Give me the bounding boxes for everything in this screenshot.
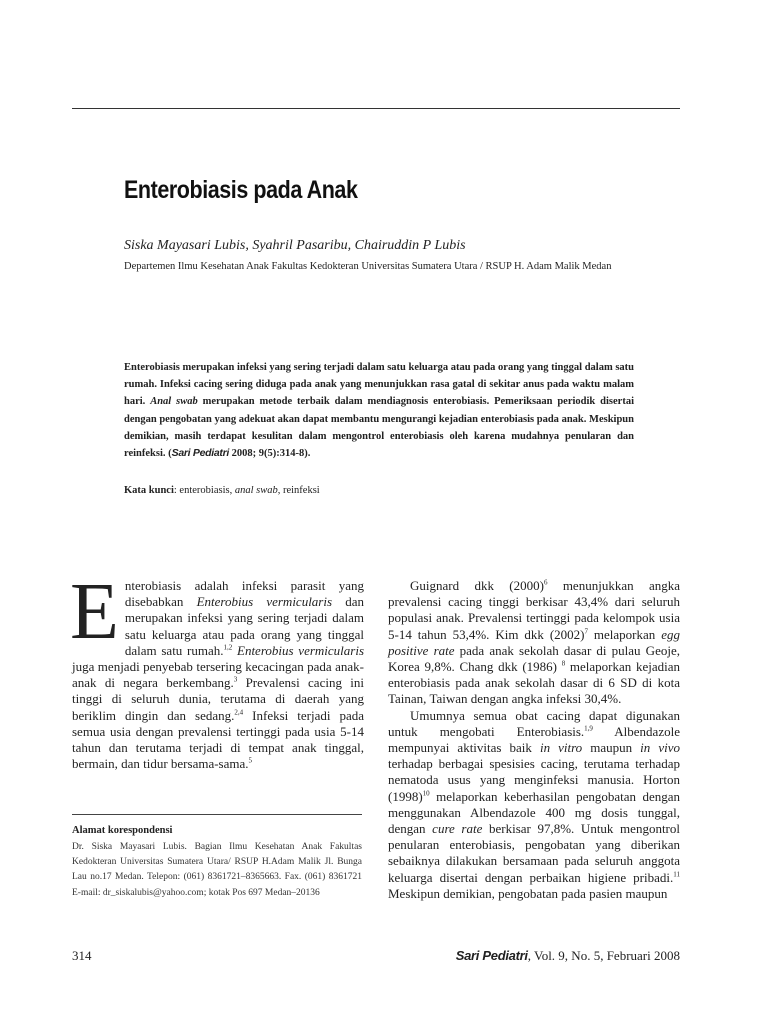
body-text: Guignard dkk (2000) [410, 578, 544, 593]
authors: Siska Mayasari Lubis, Syahril Pasaribu, Chairuddin P Lubis [124, 238, 466, 253]
drop-cap: E [70, 568, 119, 656]
body-text: maupun [582, 740, 641, 756]
abstract-citation: 2008; 9(5):314-8). [229, 448, 311, 460]
abstract-journal-name: Sari Pediatri [171, 447, 230, 460]
body-italic: Enterobius vermicularis [196, 594, 333, 610]
reference-superscript: 3 [233, 675, 238, 684]
page-number: 314 [72, 948, 92, 963]
reference-superscript: 1,2 [223, 643, 233, 652]
body-text: Infeksi terjadi pada semua usia dengan prevalensi tertinggi pada usia 5-14 tahun dan terutama terjadi di tempat anak tinggal, bermain, dan tidur bersama-sama. [72, 707, 365, 772]
abstract-anal-swab: Anal swab [150, 396, 198, 408]
body-text: nterobiasis adalah infeksi parasit yang disebabkan [124, 578, 364, 610]
body-italic: egg positive rate [388, 626, 680, 658]
abstract [124, 359, 634, 462]
body-paragraph [388, 578, 680, 708]
body-italic: cure rate [432, 821, 483, 837]
running-footer [456, 948, 680, 964]
body-text: terhadap berbagai spesisies cacing, terutama terhadap nematoda usus yang menginfeksi manusia. Horton (1998) [388, 756, 680, 804]
article-title: Enterobiasis pada Anak [124, 176, 358, 204]
body-text: melaporkan keberhasilan pengobatan dengan menggunakan Albendazole 400 mg dosis tunggal, dengan [388, 788, 680, 837]
reference-superscript: 1,9 [584, 724, 593, 733]
abstract-text: merupakan metode terbaik dalam mendiagnosis enterobiasis. Pemeriksaan periodik disertai dengan pengobatan yang adekuat akan dapat membantu mengurangi kejadian enterobiasis pada anak. Meskipun demikian, masih terdapat kesulitan dalam mengontrol enterobiasis oleh karena mudahnya penularan dan reinfeksi. ( [124, 396, 634, 460]
body-column-right [388, 578, 680, 902]
correspondence-rule [72, 814, 362, 815]
keywords [124, 485, 320, 496]
body-text: berkisar 97,8%. Untuk mengontrol penularan enterobiasis, pengobatan yang diberikan sebaiknya dilakukan bersamaan pada seluruh anggota keluarga disertai dengan perbaikan higiene pribadi. [388, 821, 680, 885]
footer-journal-name: Sari Pediatri [455, 948, 528, 963]
reference-superscript: 7 [584, 627, 588, 636]
footer-issue: , Vol. 9, No. 5, Februari 2008 [527, 948, 680, 963]
body-text: Umumnya semua obat cacing dapat digunakan untuk mengobati Enterobiasis. [388, 707, 680, 739]
body-text: menunjukkan angka prevalensi cacing tinggi berkisar 43,4% dari seluruh populasi anak. Prevalensi tertinggi pada kelompok usia 5-14 tahun 53,4%. Kim dkk (2002) [388, 578, 680, 642]
reference-superscript: 8 [561, 659, 566, 668]
reference-superscript: 6 [543, 578, 548, 587]
body-column-left [70, 568, 365, 772]
body-text: melaporkan kejadian enterobiasis pada anak sekolah dasar di 6 SD di kota Tainan, Taiwan dengan angka infeksi 30,4%. [388, 659, 681, 707]
reference-superscript: 5 [248, 756, 253, 765]
body-text: Prevalensi cacing ini tinggi di seluruh dunia, terutama di daerah yang beriklim dingin dan sedang. [72, 675, 364, 723]
keywords-text: : enterobiasis, [173, 485, 235, 496]
reference-superscript: 11 [673, 870, 680, 879]
reference-superscript: 2,4 [234, 708, 244, 717]
body-text: pada anak sekolah dasar di pulau Geoje, Korea 9,8%. Chang dkk (1986) [388, 642, 680, 675]
body-italic: Enterobius vermicularis [237, 642, 365, 658]
body-italic: in vitro [539, 740, 583, 756]
body-italic: in vivo [640, 740, 680, 756]
body-text: melaporkan [587, 626, 662, 642]
body-paragraph [70, 568, 365, 772]
body-paragraph [388, 708, 680, 902]
keywords-italic: anal swab [234, 485, 278, 496]
keywords-text: , reinfeksi [277, 485, 320, 496]
affiliation: Departemen Ilmu Kesehatan Anak Fakultas Kedokteran Universitas Sumatera Utara / RSUP H. Adam Malik Medan [124, 261, 612, 272]
reference-superscript: 10 [422, 789, 430, 798]
correspondence-text: Dr. Siska Mayasari Lubis. Bagian Ilmu Kesehatan Anak Fakultas Kedokteran Universitas Sumatera Utara/ RSUP H.Adam Malik Jl. Bunga Lau no.17 Medan. Telepon: (061) 8361721–8365663. Fax. (061) 8361721 E-mail: dr_siskalubis@yahoo.com; kotak Pos 697 Medan–20136 [72, 842, 362, 898]
keywords-label: Kata kunci [124, 485, 174, 496]
header-rule [72, 108, 680, 109]
body-text: dan merupakan infeksi yang sering terjadi dalam satu keluarga atau pada orang yang tinggal dalam satu rumah. [124, 594, 365, 658]
body-text: Albendazole mempunyai aktivitas baik [388, 723, 680, 756]
abstract-text: Enterobiasis merupakan infeksi yang sering terjadi dalam satu keluarga atau pada orang yang tinggal dalam satu rumah. Infeksi cacing sering diduga pada anak yang menunjukkan rasa gatal di sekitar anus pada waktu malam hari. [124, 362, 634, 408]
correspondence-title: Alamat korespondensi [72, 825, 173, 836]
body-text: Meskipun demikian, pengobatan pada pasien maupun [388, 885, 668, 901]
body-text: juga menjadi penyebab tersering kecacingan pada anak-anak di negara berkembang. [72, 659, 364, 691]
